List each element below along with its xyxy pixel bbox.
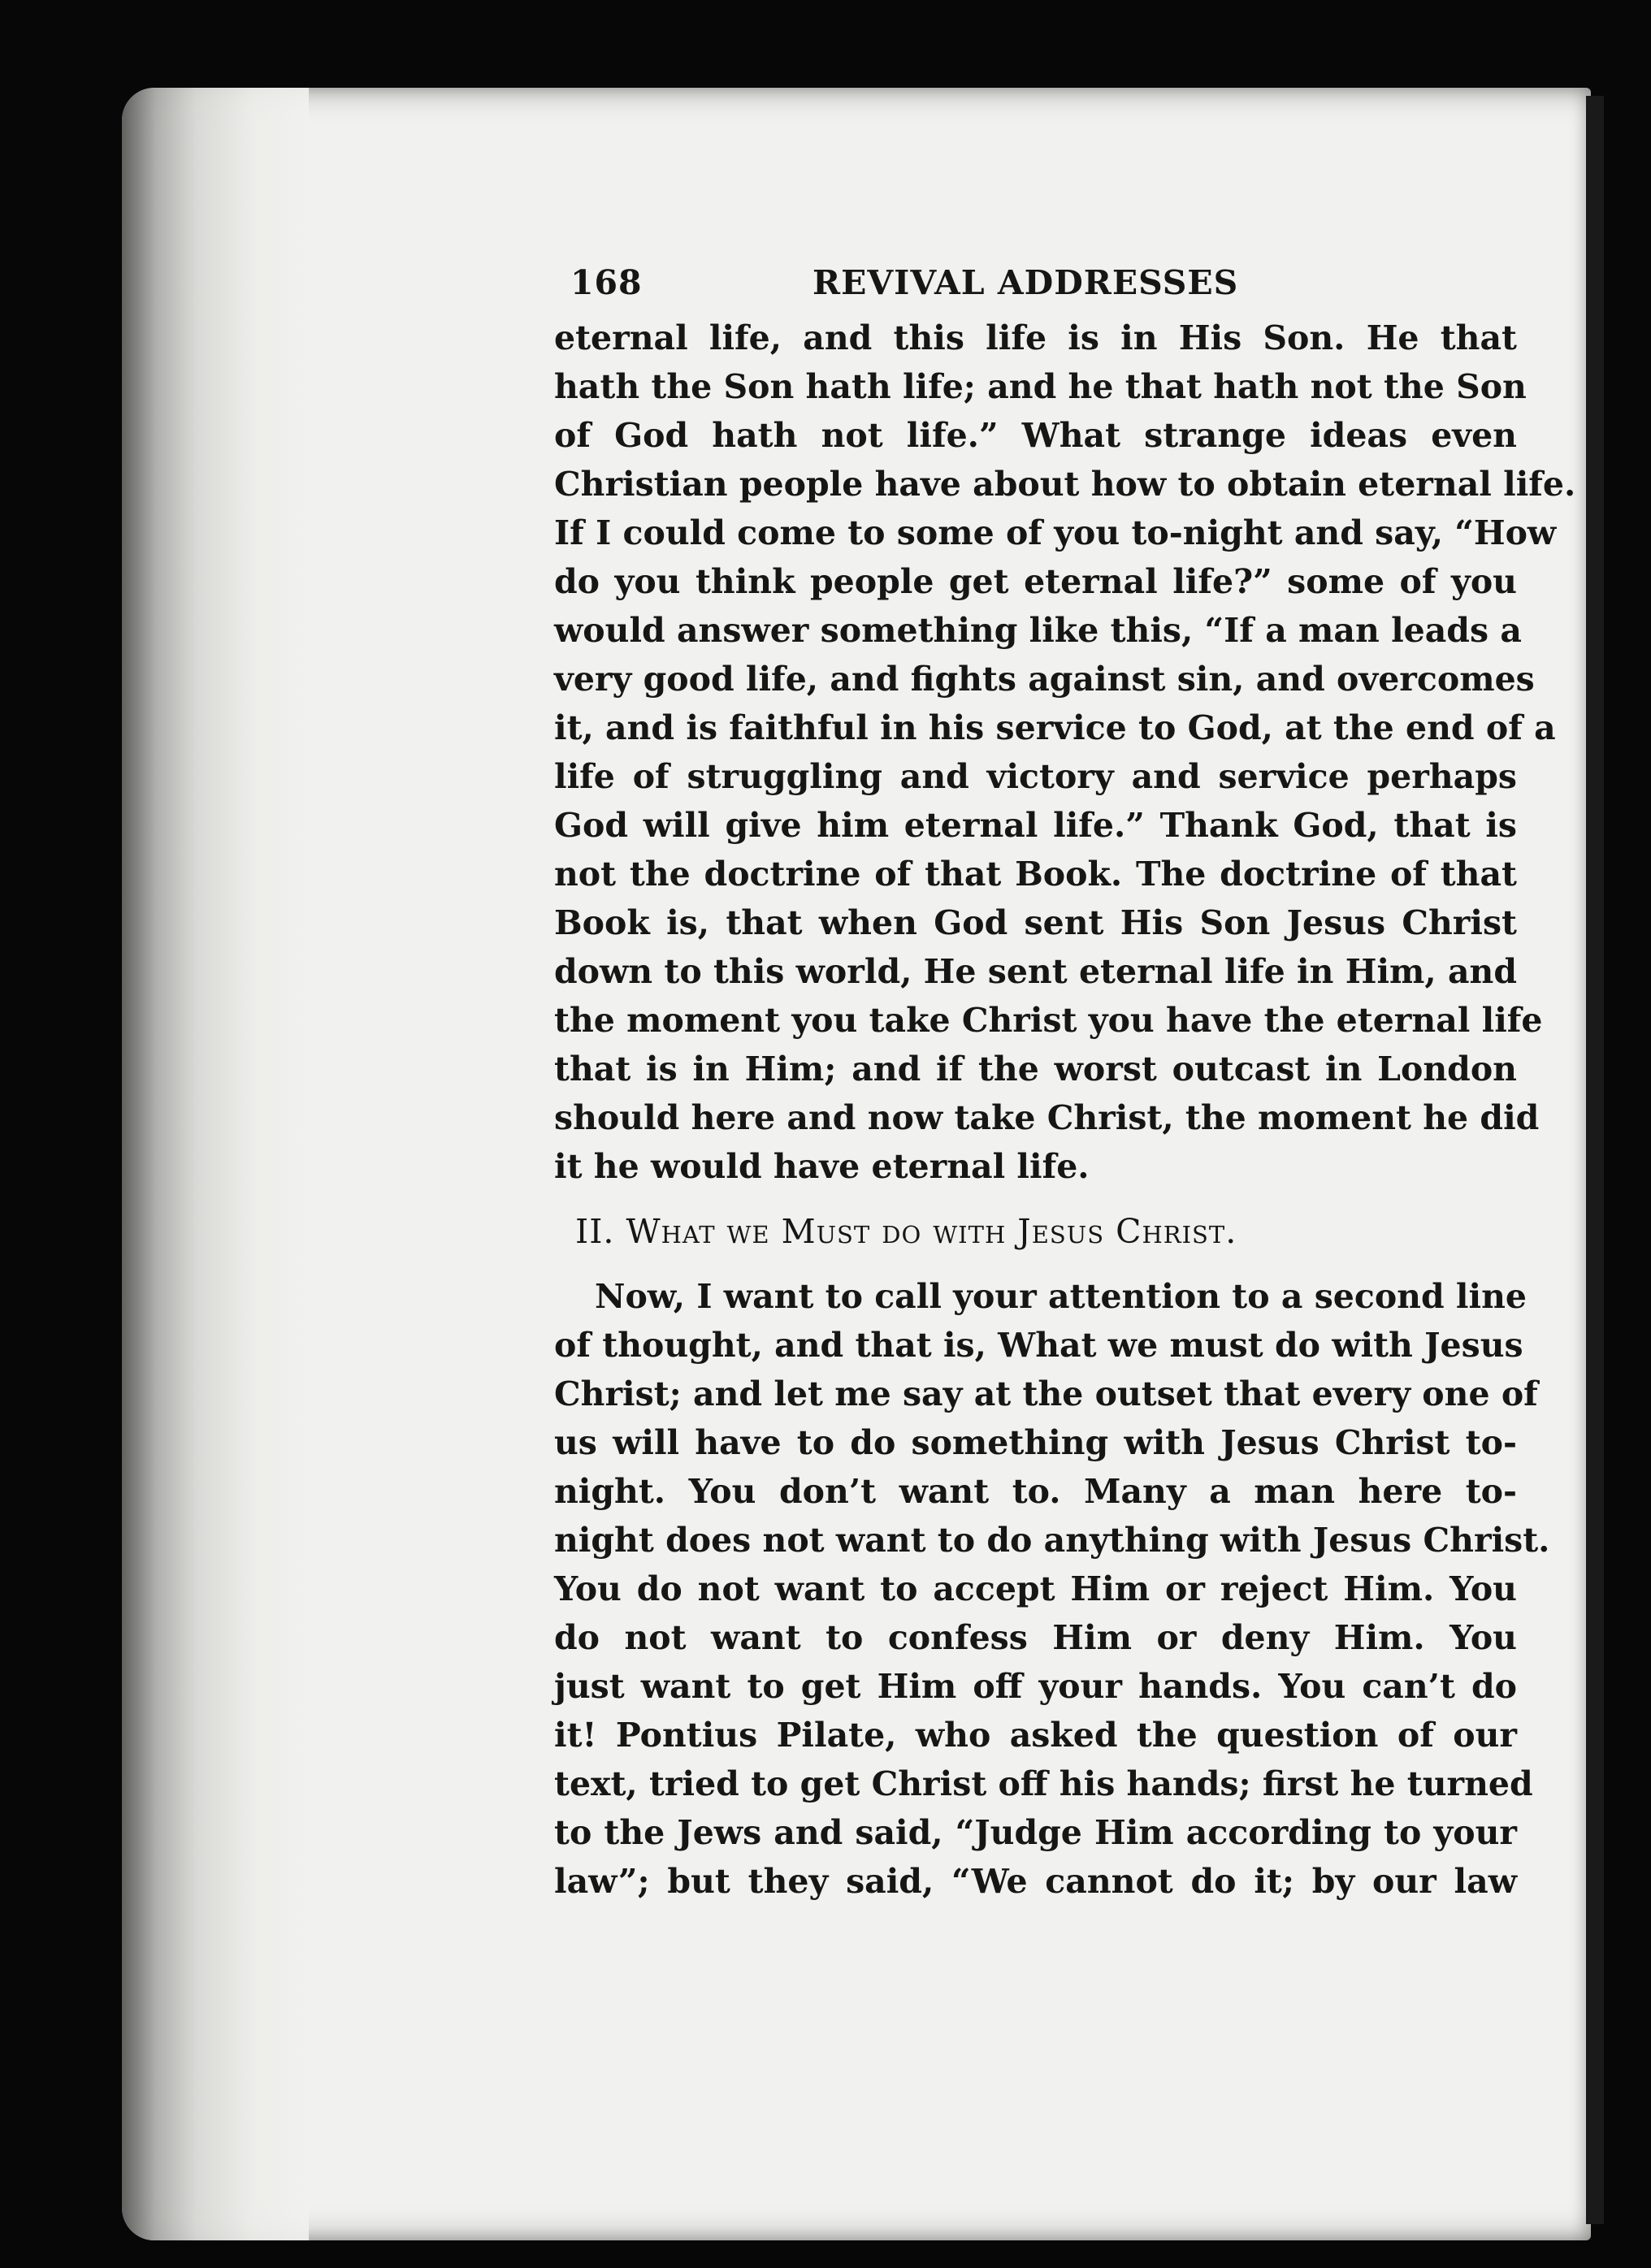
page-number: 168 — [570, 263, 643, 302]
running-head — [554, 258, 1517, 307]
page-text-block — [554, 258, 1576, 1906]
text-line: it he would have eternal life. — [554, 1147, 1090, 1186]
text-line: law”; but they said, “We cannot do it; by our law — [554, 1862, 1517, 1901]
text-line: very good life, and fights against sin, and overcomes — [554, 660, 1535, 699]
text-line: it! Pontius Pilate, who asked the question of our — [554, 1716, 1517, 1755]
text-line: night. You don’t want to. Many a man here to- — [554, 1472, 1517, 1511]
text-line: Now, I want to call your attention to a second line — [595, 1277, 1527, 1316]
text-line: just want to get Him off your hands. You can’t do — [554, 1667, 1517, 1706]
paragraph-eternal-life — [554, 314, 1576, 1191]
page-right-edge — [1586, 96, 1604, 2224]
text-line: You do not want to accept Him or reject Him. You — [554, 1569, 1517, 1608]
text-line: God will give him eternal life.” Thank God, that is — [554, 806, 1517, 845]
page-edge-shadow — [122, 88, 309, 2240]
text-line: the moment you take Christ you have the eternal life — [554, 1001, 1543, 1040]
text-line: not the doctrine of that Book. The doctrine of that — [554, 855, 1517, 894]
text-line: Book is, that when God sent His Son Jesus Christ — [554, 903, 1517, 942]
section-heading: II. What we Must do with Jesus Christ. — [575, 1212, 1237, 1251]
text-line: eternal life, and this life is in His Son. He that — [554, 318, 1517, 357]
text-line: would answer something like this, “If a man leads a — [554, 611, 1522, 650]
text-line: that is in Him; and if the worst outcast in London — [554, 1050, 1517, 1089]
paragraph-what-we-must-do — [554, 1272, 1550, 1906]
text-line: text, tried to get Christ off his hands; first he turned — [554, 1764, 1533, 1803]
text-line: to the Jews and said, “Judge Him according to your — [554, 1813, 1517, 1852]
text-line: Christian people have about how to obtain eternal life. — [554, 465, 1576, 504]
text-line: of thought, and that is, What we must do with Jesus — [554, 1326, 1523, 1365]
running-title: REVIVAL ADDRESSES — [812, 263, 1239, 302]
text-line: life of struggling and victory and service perhaps — [554, 757, 1517, 796]
text-line: should here and now take Christ, the moment he did — [554, 1098, 1540, 1137]
text-line: of God hath not life.” What strange ideas even — [554, 416, 1517, 455]
text-line: night does not want to do anything with Jesus Christ. — [554, 1521, 1550, 1560]
text-line: it, and is faithful in his service to God, at the end of a — [554, 708, 1556, 747]
paragraph-gap — [554, 1256, 1517, 1272]
text-line: us will have to do something with Jesus Christ to- — [554, 1423, 1517, 1462]
paragraph-gap — [554, 1191, 1517, 1207]
text-line: do not want to confess Him or deny Him. You — [554, 1618, 1517, 1657]
text-line: do you think people get eternal life?” some of you — [554, 562, 1517, 601]
text-line: If I could come to some of you to-night and say, “How — [554, 513, 1557, 552]
text-line: Christ; and let me say at the outset that every one of — [554, 1374, 1538, 1413]
text-line: down to this world, He sent eternal life in Him, and — [554, 952, 1517, 991]
text-line: hath the Son hath life; and he that hath not the Son — [554, 367, 1527, 406]
